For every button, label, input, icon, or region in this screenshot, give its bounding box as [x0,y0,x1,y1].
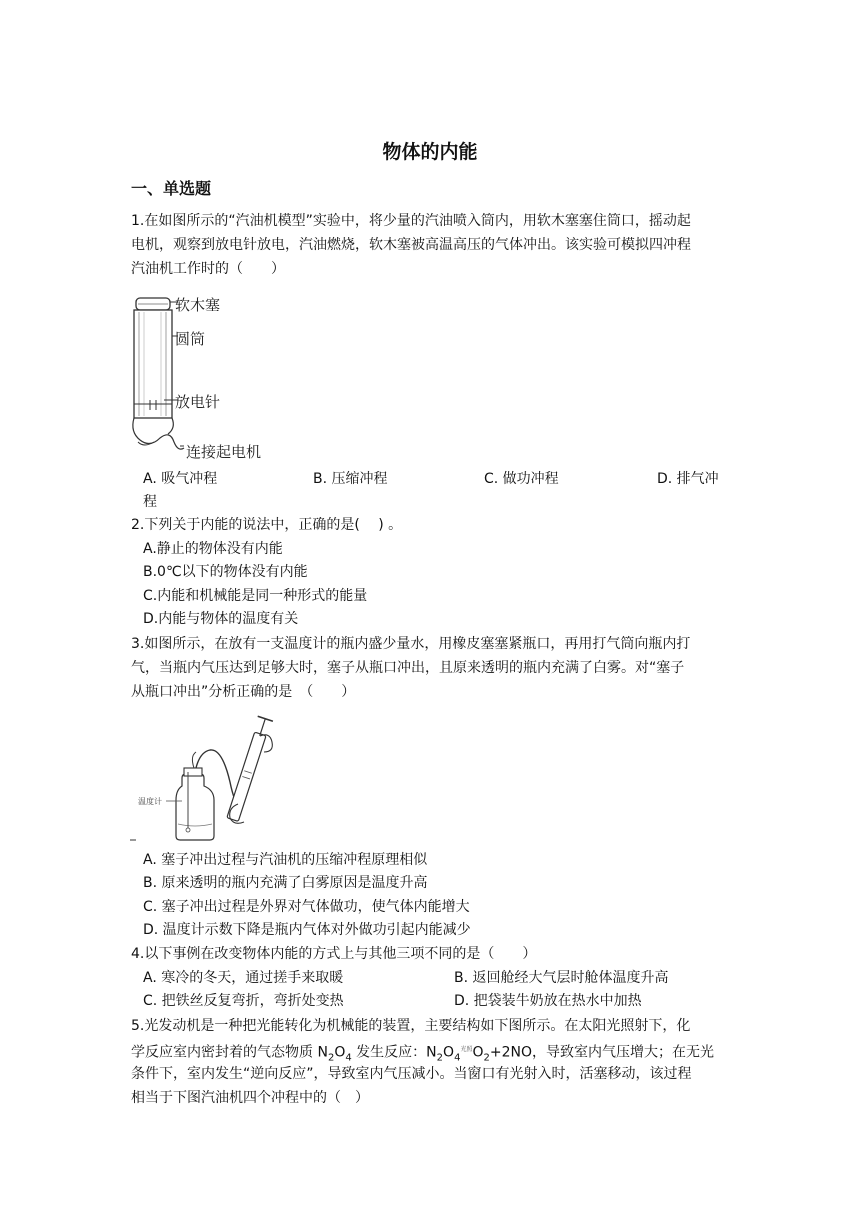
formula-text: O [472,1044,484,1061]
figure-label-cylinder: 圆筒 [175,330,206,348]
section-heading: 一、单选题 [131,179,212,198]
figure-label-discharge-needle: 放电针 [175,393,221,411]
q3-option-a[interactable]: A. 塞子冲出过程与汽油机的压缩冲程原理相似 [143,852,428,868]
q1-option-d-wrap: 程 [143,494,157,510]
q2-option-b[interactable]: B.0℃以下的物体没有内能 [143,564,308,580]
q1-option-c[interactable]: C. 做功冲程 [484,471,559,487]
question-4-stem: 4.以下事例在改变物体内能的方式上与其他三项不同的是（ ） [131,946,537,962]
page-title: 物体的内能 [382,141,478,163]
q1-option-b[interactable]: B. 压缩冲程 [313,471,388,487]
formula-subscript: 2 [436,1052,444,1064]
light-condition-label: 光照 [460,1046,473,1053]
formula-text: O [334,1044,346,1061]
formula-text: 学反应室内密封着的气态物质 N [131,1044,328,1061]
formula-subscript: 4 [345,1052,352,1064]
formula-subscript: 2 [327,1052,335,1064]
question-5-stem [131,1014,731,1110]
question-1-stem [131,209,731,281]
gasoline-engine-model-figure [124,292,274,464]
q3-option-c[interactable]: C. 塞子冲出过程是外界对气体做功，使气体内能增大 [143,899,470,915]
q4-option-c[interactable]: C. 把铁丝反复弯折，弯折处变热 [143,993,344,1009]
stem-line: 1.在如图所示的“汽油机模型”实验中，将少量的汽油喷入筒内，用软木塞塞住筒口，摇动起 [131,213,691,229]
stem-line: 从瓶口冲出”分析正确的是 （ ） [131,684,356,700]
q3-option-d[interactable]: D. 温度计示数下降是瓶内气体对外做功引起内能减少 [143,922,471,938]
question-2-stem: 2.下列关于内能的说法中，正确的是( ) 。 [131,517,403,533]
formula-subscript: 2 [483,1052,490,1064]
q1-option-d[interactable]: D. 排气冲 [657,471,719,487]
figure-label-cork: 软木塞 [175,296,221,314]
stem-line: 汽油机工作时的（ ） [131,261,285,277]
q4-option-a[interactable]: A. 寒冷的冬天，通过搓手来取暖 [143,970,344,986]
bottle-pump-figure [130,712,280,848]
stem-line: 气，当瓶内气压达到足够大时，塞子从瓶口冲出，且原来透明的瓶内充满了白雾。对“塞子 [131,660,685,676]
q1-option-a[interactable]: A. 吸气冲程 [143,471,218,487]
stem-line: 相当于下图汽油机四个冲程中的（ ） [131,1090,369,1106]
q3-option-b[interactable]: B. 原来透明的瓶内充满了白雾原因是温度升高 [143,875,428,891]
figure-label-connect-generator: 连接起电机 [186,443,262,461]
stem-line-formula [131,1038,731,1062]
figure-label-thermometer: 温度计 [138,797,162,806]
stem-line: 条件下，室内发生“逆向反应”，导致室内气压减小。当窗口有光射入时，活塞移动，该过程 [131,1066,692,1082]
q4-option-d[interactable]: D. 把袋装牛奶放在热水中加热 [454,993,642,1009]
stem-line: 3.如图所示，在放有一支温度计的瓶内盛少量水，用橡皮塞塞紧瓶口，再用打气筒向瓶内打 [131,636,691,652]
question-3-stem [131,632,731,704]
q2-option-d[interactable]: D.内能与物体的温度有关 [143,611,299,627]
formula-text: O [443,1044,455,1061]
q2-option-c[interactable]: C.内能和机械能是同一种形式的能量 [143,588,368,604]
formula-subscript: 4 [454,1052,461,1064]
stem-line: 电机，观察到放电针放电，汽油燃烧，软木塞被高温高压的气体冲出。该实验可模拟四冲程 [131,237,691,253]
stem-line: 5.光发动机是一种把光能转化为机械能的装置，主要结构如下图所示。在太阳光照射下，化 [131,1018,691,1034]
q4-option-b[interactable]: B. 返回舱经大气层时舱体温度升高 [454,970,669,986]
formula-text: +2NO，导致室内气压增大；在无光 [489,1044,714,1061]
formula-text: 发生反应：N [351,1044,437,1061]
q2-option-a[interactable]: A.静止的物体没有内能 [143,541,283,557]
